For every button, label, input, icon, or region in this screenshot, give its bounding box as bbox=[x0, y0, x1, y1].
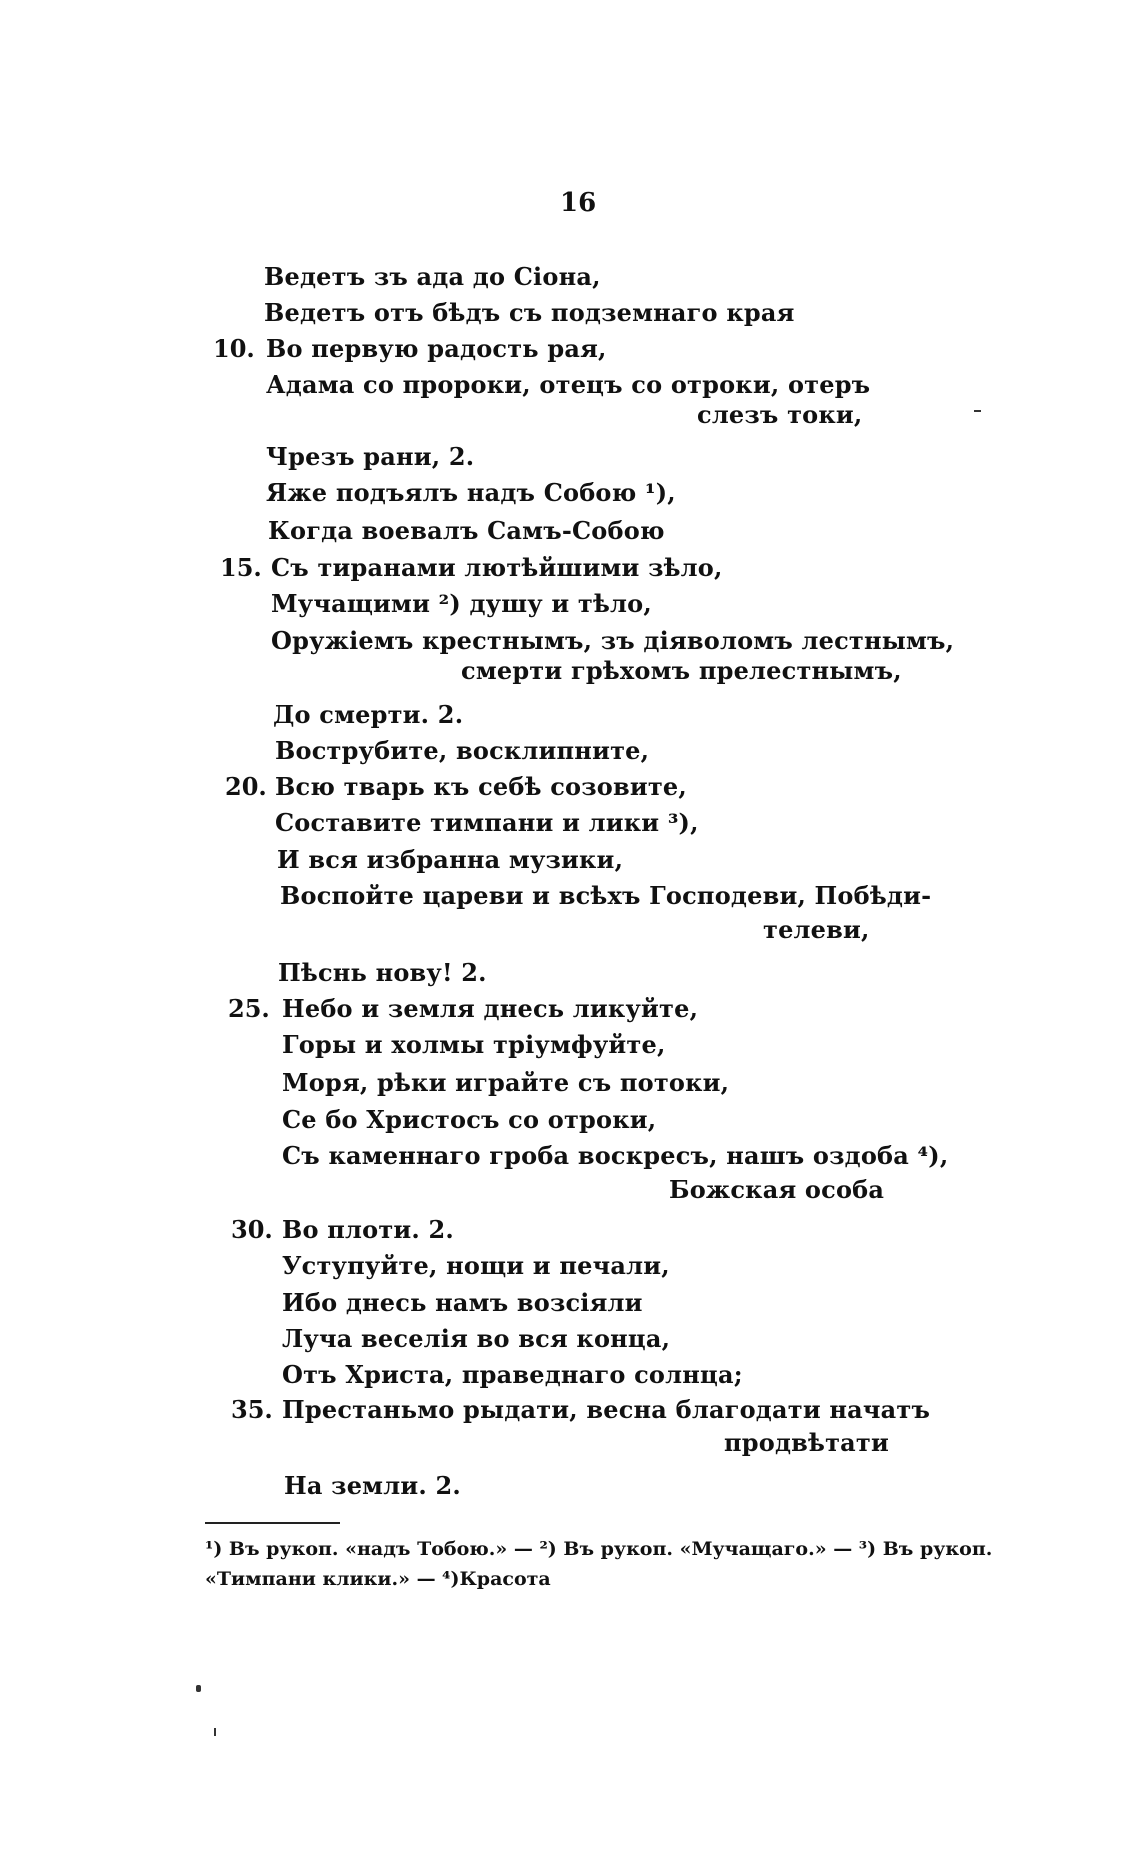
poem-line: Пѣснь нову! 2. bbox=[278, 958, 487, 987]
poem-line: Уступуйте, нощи и печали, bbox=[282, 1251, 670, 1280]
poem-line: Вострубите, восклипните, bbox=[275, 736, 650, 765]
line-number-15: 15. bbox=[220, 553, 262, 582]
poem-line: Оружіемъ крестнымъ, зъ діяволомъ лестнымъ, bbox=[271, 626, 955, 655]
poem-line: Престаньмо рыдати, весна благодати начатъ bbox=[282, 1395, 931, 1424]
scan-speck bbox=[196, 1685, 201, 1692]
poem-line: Горы и холмы тріумфуйте, bbox=[282, 1030, 666, 1059]
poem-line: Яже подъялъ надъ Собою ¹), bbox=[266, 478, 676, 507]
poem-line: Ведетъ отъ бѣдъ съ подземнаго края bbox=[264, 298, 795, 327]
line-number-30: 30. bbox=[231, 1215, 273, 1244]
scan-speck bbox=[214, 1728, 216, 1736]
poem-line: Съ тиранами лютѣйшими зѣло, bbox=[271, 553, 723, 582]
poem-line-continuation: телеви, bbox=[763, 915, 870, 944]
scan-speck bbox=[974, 410, 981, 412]
footnote-separator bbox=[205, 1522, 340, 1524]
poem-line: До смерти. 2. bbox=[273, 700, 464, 729]
poem-line: И вся избранна музики, bbox=[277, 845, 624, 874]
poem-line: Всю тварь къ себѣ созовите, bbox=[275, 772, 687, 801]
footnote-line: ¹) Въ рукоп. «надъ Тобою.» — ²) Въ рукоп. «Мучащаго.» — ³) Въ рукоп. bbox=[205, 1538, 993, 1560]
poem-line: На земли. 2. bbox=[284, 1471, 461, 1500]
poem-line: Моря, рѣки играйте съ потоки, bbox=[282, 1068, 730, 1097]
poem-line: Воспойте цареви и всѣхъ Господеви, Побѣди- bbox=[280, 881, 932, 910]
poem-line-continuation: Божская особа bbox=[669, 1175, 885, 1204]
line-number-20: 20. bbox=[225, 772, 267, 801]
poem-line: Луча веселія во вся конца, bbox=[282, 1324, 671, 1353]
poem-line: Чрезъ рани, 2. bbox=[266, 442, 475, 471]
footnote-line: «Тимпани клики.» — ⁴)Красота bbox=[205, 1568, 551, 1590]
poem-line: Небо и земля днесь ликуйте, bbox=[282, 994, 699, 1023]
line-number-10: 10. bbox=[213, 334, 255, 363]
poem-line-continuation: смерти грѣхомъ прелестнымъ, bbox=[461, 656, 902, 685]
poem-line: Ведетъ зъ ада до Сіона, bbox=[264, 262, 601, 291]
page-number: 16 bbox=[560, 188, 597, 218]
poem-line: Во плоти. 2. bbox=[282, 1215, 454, 1244]
poem-line: Во первую радость рая, bbox=[266, 334, 607, 363]
line-number-35: 35. bbox=[231, 1395, 273, 1424]
poem-line: Мучащими ²) душу и тѣло, bbox=[271, 589, 652, 618]
poem-line: Съ каменнаго гроба воскресъ, нашъ оздоба ⁴), bbox=[282, 1141, 949, 1170]
line-number-25: 25. bbox=[228, 994, 270, 1023]
poem-line-continuation: слезъ токи, bbox=[697, 400, 863, 429]
poem-line: Ибо днесь намъ возсіяли bbox=[282, 1288, 643, 1317]
poem-line: Адама со пророки, отецъ со отроки, отеръ bbox=[266, 370, 871, 399]
poem-line: Се бо Христосъ со отроки, bbox=[282, 1105, 657, 1134]
poem-line: Отъ Христа, праведнаго солнца; bbox=[282, 1360, 743, 1389]
poem-line-continuation: продвѣтати bbox=[724, 1428, 889, 1457]
poem-line: Составите тимпани и лики ³), bbox=[275, 808, 699, 837]
poem-line: Когда воевалъ Самъ-Собою bbox=[268, 516, 665, 545]
